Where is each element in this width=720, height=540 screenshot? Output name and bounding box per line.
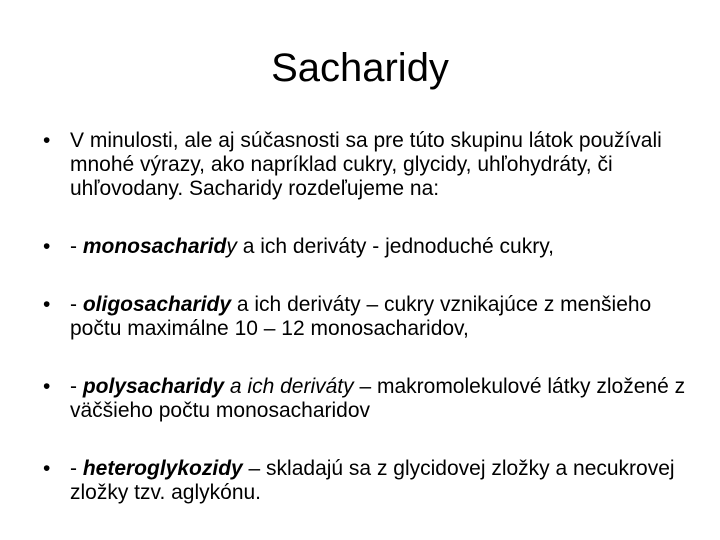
bullet-list <box>35 129 695 539</box>
bullet-term: heteroglykozidy <box>82 457 243 480</box>
bullet-rest: – makromolekulové látky zložené z väčšieho počtu monosacharidov <box>70 375 686 422</box>
bullet-dot: • <box>43 293 51 316</box>
bullet-prefix: - <box>70 293 83 316</box>
bullet-prefix: - <box>70 235 83 258</box>
bullet-term: polysacharidy <box>82 375 225 398</box>
bullet-prefix: - <box>70 375 83 398</box>
bullet-rest: a ich deriváty - jednoduché cukry, <box>236 235 554 258</box>
bullet-term-suffix: y <box>226 235 237 258</box>
bullet-item-heteroglykozidy <box>35 457 695 505</box>
bullet-item-oligosacharidy <box>35 293 695 341</box>
bullet-italic-part: a ich deriváty <box>224 375 354 398</box>
bullet-prefix: - <box>70 457 83 480</box>
bullet-item-monosacharidy <box>35 235 695 259</box>
bullet-dot: • <box>43 235 51 258</box>
bullet-rest: a ich deriváty – cukry vznikajúce z menšieho počtu maximálne 10 – 12 monosacharidov, <box>70 293 652 340</box>
bullet-dot: • <box>43 375 51 398</box>
bullet-term: oligosacharidy <box>82 293 232 316</box>
bullet-item-intro <box>35 129 695 201</box>
bullet-item-polysacharidy <box>35 375 695 423</box>
bullet-text: V minulosti, ale aj súčasnosti sa pre túto skupinu látok používali mnohé výrazy, ako napríklad cukry, glycidy, uhľohydráty, či uhľovodany. Sacharidy rozdeľujeme na: <box>70 129 662 200</box>
bullet-dot: • <box>43 457 51 480</box>
slide-title: Sacharidy <box>271 46 449 90</box>
bullet-rest: – skladajú sa z glycidovej zložky a necukrovej zložky tzv. aglykónu. <box>70 457 675 504</box>
bullet-dot: • <box>43 129 51 152</box>
bullet-term: monosacharid <box>82 235 227 258</box>
